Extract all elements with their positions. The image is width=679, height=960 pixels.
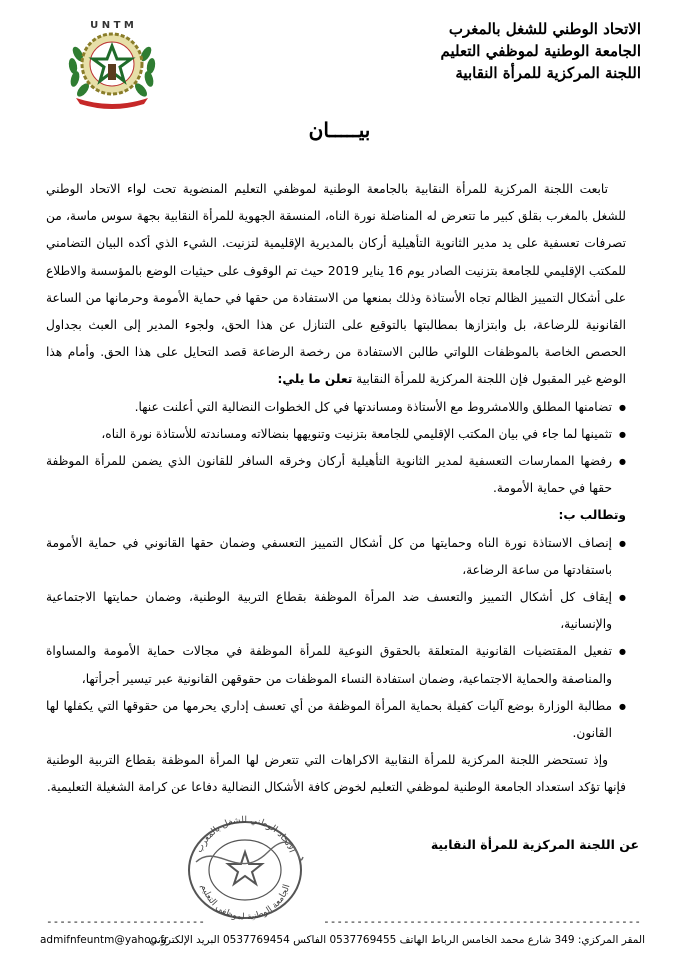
declares-list	[46, 394, 626, 503]
list-item: ● تفعيل المقتضيات القانونية المتعلقة بالحقوق النوعية للمرأة الموظفة في مجالات حماية الأمومة والمساواة والمناصفة والحماية الاجتماعية، وضمان استفادة النساء الموظفات من حقوقهن القانونية عبر تيسير أجرأتها،	[46, 638, 626, 692]
org-name: الاتحاد الوطني للشغل بالمغرب	[448, 20, 641, 38]
demands-heading: وتطالب ب:	[558, 508, 626, 523]
stamp-text-bottom: الجامعة الوطنية لموظفي التعليم	[198, 883, 293, 922]
official-stamp	[178, 812, 313, 922]
closing-paragraph: وإذ تستحضر اللجنة المركزية للمرأة النقابية الاكراهات التي تتعرض لها المرأة الموظفة بقطاع التربية الوطنية فإنها تؤكد استعداد الجامعة الوطنية لموظفي التعليم لخوض كافة الأشكال النضالية دفاعا عن كرامة الشغيلة التعليمية.	[46, 753, 626, 795]
list-item: ● تثمينها لما جاء في بيان المكتب الإقليمي للجامعة بتزنيت وتنويهها بنضالاته ومساندته للأستاذة نورة الناه،	[46, 421, 626, 448]
signature-line-right: ------------------------------------------------	[323, 915, 641, 928]
intro-text: تابعت اللجنة المركزية للمرأة النقابية بالجامعة الوطنية لموظفي التعليم المنضوية تحت لواء الاتحاد الوطني للشغل بالمغرب بقلق كبير ما تتعرض له المناضلة نورة الناه، المنسقة الجهوية للمرأة النقابية بجهة سوس ماسة، من تصرفات تعسفية على يد مدير الثانوية التأهيلية أركان بالمديرية الإقليمية لتزنيت. الشيء الذي أكده البيان التضامني للمكتب الإقليمي للجامعة بتزنيت الصادر يوم 16 يناير 2019 حيث تم الوقوف على حيثيات الوضع بالمؤسسة والاطلاع على أشكال التمييز الظالم تجاه الأستاذة وذلك بمنعها من الاستفادة من حقها في حماية الأمومة وحرمانها من الساعة القانونية للرضاعة، بل وابتزازها بمطالبتها بالتوقيع على التنازل عن هذا الحق، ولجوء المدير إلى العبث بجداول الحصص الخاصة بالموظفات اللواتي طالبن الاستفادة من رخصة الرضاعة قصد التحايل على هذا الحق. وأمام هذا الوضع غير المقبول فإن اللجنة المركزية للمرأة النقابية	[46, 182, 626, 387]
letterhead	[311, 18, 641, 84]
declares-heading: تعلن ما يلي:	[277, 372, 353, 387]
logo-text: U N T M	[90, 20, 134, 31]
untm-logo	[56, 14, 168, 110]
list-item: ● رفضها الممارسات التعسفية لمدير الثانوية التأهيلية أركان وخرقه السافر للقانون الذي يضمن للمرأة الموظفة حقها في حماية الأمومة.	[46, 448, 626, 502]
list-item: ● تضامنها المطلق واللامشروط مع الأستاذة ومساندتها في كل الخطوات النضالية التي أعلنت عنها.	[46, 394, 626, 421]
email-address: admifnfeuntm@yahoo.fr	[40, 934, 169, 946]
list-item: ● إنصاف الاستاذة نورة الناه وحمايتها من كل أشكال التمييز التعسفي وضمان حقها القانوني في حماية الأمومة باستفادتها من ساعة الرضاعة،	[46, 530, 626, 584]
stamp-text-top: الاتحاد الوطني للشغل بالمغرب	[194, 815, 297, 855]
signature-label: عن اللجنة المركزية للمرأة النقابية	[430, 837, 639, 852]
signature-line-left: ------------------------	[46, 915, 205, 928]
federation-name: الجامعة الوطنية لموظفي التعليم	[440, 42, 641, 60]
footer-address	[40, 934, 645, 946]
demands-list	[46, 530, 626, 748]
address-text: المقر المركزي: 349 شارع محمد الخامس الرباط الهاتف 0537769455 الفاكس 0537769454 البريد الإلكتروني	[149, 934, 645, 946]
committee-name: اللجنة المركزية للمرأة النقابية	[455, 64, 641, 82]
list-item: ● إيقاف كل أشكال التمييز والتعسف ضد المرأة الموظفة بقطاع التربية الوطنية، وضمان حمايتها الاجتماعية والإنسانية،	[46, 584, 626, 638]
statement-body	[46, 176, 626, 802]
document-title: بيـــــان	[308, 118, 371, 142]
intro-paragraph	[46, 176, 626, 394]
list-item: ● مطالبة الوزارة بوضع آليات كفيلة بحماية المرأة الموظفة من أي تعسف إداري يحرمها من حقوقها التي يكفلها لها القانون.	[46, 693, 626, 747]
